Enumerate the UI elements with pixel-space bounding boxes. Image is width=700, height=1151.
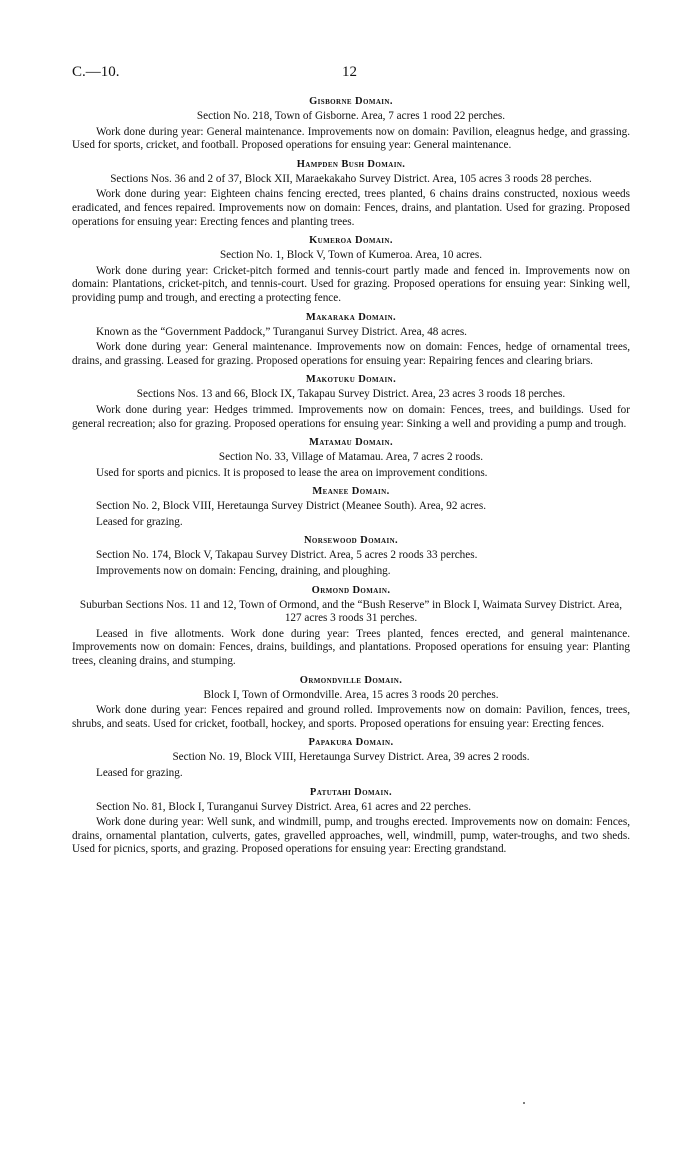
- domain-entry: [72, 312, 630, 369]
- domain-body: Improvements now on domain: Fencing, draining, and ploughing.: [96, 565, 391, 578]
- domain-body: Work done during year: Well sunk, and windmill, pump, and troughs erected. Improvements now on domain: Fences, drains, ornamental plantation, culverts, gates, gravelled approaches, well, windmill, pump, water-troughs, and two sheds. Used for picnics, sports, and grazing. Proposed operations for ensuing year: Erecting grandstand.: [72, 816, 630, 856]
- domain-section: Section No. 174, Block V, Takapau Survey District. Area, 5 acres 2 roods 33 perches.: [96, 549, 478, 562]
- domain-entry: [72, 675, 630, 732]
- domain-body: Leased for grazing.: [96, 767, 183, 779]
- domain-body: Leased in five allotments. Work done during year: Trees planted, fences erected, and general maintenance. Improvements now on domain: Fences, drains, buildings, and plantations. Proposed operations for ensuing year: Planting trees, cleaning drains, and stumping.: [72, 627, 630, 668]
- domain-title: Kumeroa Domain.: [309, 235, 393, 247]
- domain-body: Work done during year: General maintenance. Improvements now on domain: Pavilion, eleagnus hedge, and grassing. Used for sports, cricket, and football. Proposed operations for ensuing year: General maintenance.: [72, 125, 630, 152]
- document-page: [72, 64, 630, 863]
- domain-title: Patutahi Domain.: [309, 786, 393, 798]
- domain-title: Papakura Domain.: [308, 737, 394, 749]
- domain-section: Block I, Town of Ormondville. Area, 15 acres 3 roods 20 perches.: [203, 688, 499, 701]
- domain-title: Matamau Domain.: [308, 437, 394, 449]
- domain-body: Work done during year: Fences repaired and ground rolled. Improvements now on domain: Pavilion, fences, trees, shrubs, and seats. Used for cricket, football, hockey, and sports. Proposed operations for ensuing year: Erecting fences.: [72, 704, 630, 730]
- domain-section: Section No. 1, Block V, Town of Kumeroa. Area, 10 acres.: [219, 249, 483, 262]
- domain-entry: [72, 486, 630, 529]
- domain-body: Used for sports and picnics. It is proposed to lease the area on improvement conditions.: [96, 466, 488, 479]
- page-header: [72, 64, 630, 90]
- page-speck: [523, 1102, 525, 1104]
- domain-entry: [72, 235, 630, 305]
- domain-title: Norsewood Domain.: [303, 535, 399, 547]
- domain-section: Section No. 81, Block I, Turanganui Survey District. Area, 61 acres and 22 perches.: [96, 800, 472, 813]
- domain-title: Ormondville Domain.: [299, 674, 403, 686]
- domain-entry: [72, 737, 630, 780]
- domain-section: Section No. 218, Town of Gisborne. Area, 7 acres 1 rood 22 perches.: [196, 110, 506, 122]
- domain-title: Gisborne Domain.: [309, 96, 393, 107]
- domain-body: Leased for grazing.: [96, 515, 183, 528]
- domain-title: Hampden Bush Domain.: [296, 158, 406, 170]
- document-reference: C.—10.: [72, 64, 120, 80]
- domain-entry: [72, 96, 630, 153]
- domain-section: Section No. 2, Block VIII, Heretaunga Survey District (Meanee South). Area, 92 acres.: [96, 500, 486, 513]
- domain-section: Known as the “Government Paddock,” Turanganui Survey District. Area, 48 acres.: [96, 325, 467, 338]
- domain-entry: [72, 787, 630, 857]
- domain-section: Section No. 19, Block VIII, Heretaunga Survey District. Area, 39 acres 2 roods.: [172, 751, 530, 764]
- domain-title: Makotuku Domain.: [305, 374, 397, 386]
- domain-entry: [72, 437, 630, 480]
- domain-body: Work done during year: Eighteen chains fencing erected, trees planted, 6 chains drains constructed, noxious weeds eradicated, and fences repaired. Improvements now on domain: Fences, drains, and plantation. Used for grazing. Proposed operations for ensuing year: Erecting fences and planting trees.: [72, 188, 630, 228]
- domain-section: Sections Nos. 13 and 66, Block IX, Takapau Survey District. Area, 23 acres 3 roods 18 perches.: [136, 388, 566, 401]
- domain-section: Section No. 33, Village of Matamau. Area, 7 acres 2 roods.: [218, 451, 484, 464]
- domain-section: Sections Nos. 36 and 2 of 37, Block XII, Maraekakaho Survey District. Area, 105 acres 3 roods 28 perches.: [110, 172, 592, 185]
- domain-body: Work done during year: Cricket-pitch formed and tennis-court partly made and fenced in. Improvements now on domain: Plantations, cricket-pitch, and tennis-court. Used for grazing. Proposed operations for ensuing year: Sinking well, providing pump and trough, and erecting a protecting fence.: [72, 264, 630, 304]
- domain-body: Work done during year: Hedges trimmed. Improvements now on domain: Fences, trees, and buildings. Used for general recreation; also for grazing. Proposed operations for ensuing year: Sinking a well and providing a pump and trough.: [72, 403, 630, 430]
- domain-title: Makaraka Domain.: [305, 311, 397, 323]
- domain-title: Meanee Domain.: [312, 486, 390, 498]
- domain-title: Ormond Domain.: [311, 584, 391, 596]
- domain-section: Suburban Sections Nos. 11 and 12, Town of Ormond, and the “Bush Reserve” in Block I, Waimata Survey District. Area, 127 acres 3 roods 31 perches.: [79, 598, 623, 625]
- domain-entry: [72, 374, 630, 431]
- page-number: 12: [342, 64, 357, 80]
- domain-entry: [72, 159, 630, 229]
- domain-entry: [72, 585, 630, 669]
- domain-body: Work done during year: General maintenance. Improvements now on domain: Fences, hedge of ornamental trees, drains, and grassing. Leased for grazing. Proposed operations for ensuing year: Repairing fences and clearing briars.: [72, 341, 630, 367]
- domain-entry: [72, 535, 630, 578]
